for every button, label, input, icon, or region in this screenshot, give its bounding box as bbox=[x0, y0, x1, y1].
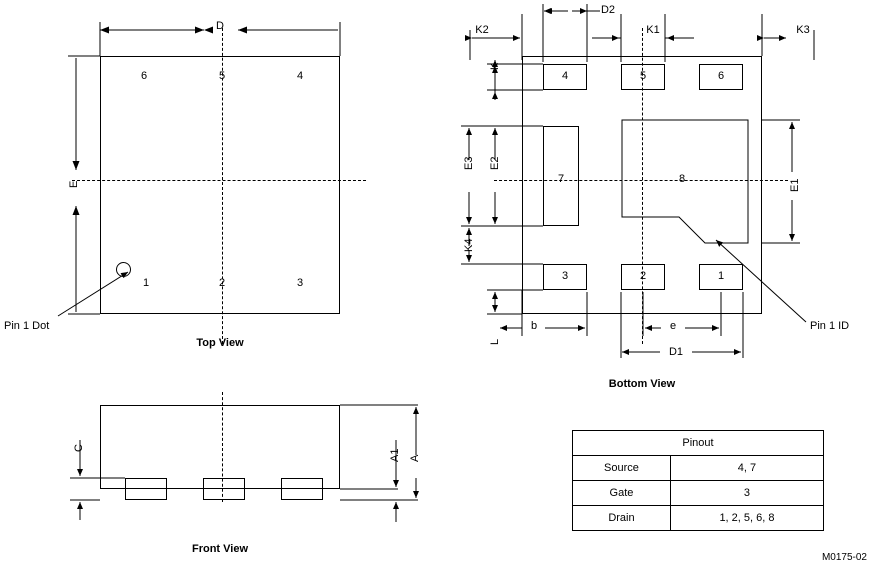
dim-D2-label: D2 bbox=[600, 4, 616, 16]
dim-K1-label: K1 bbox=[646, 24, 660, 36]
table-row bbox=[573, 456, 824, 481]
top-view-pin-6: 6 bbox=[140, 70, 148, 82]
pinout-row-drain-pins: 1, 2, 5, 6, 8 bbox=[670, 506, 823, 531]
top-view-horizontal-centerline bbox=[72, 180, 366, 181]
pinout-header-row bbox=[573, 431, 824, 456]
top-view-title: Top View bbox=[196, 337, 244, 349]
top-view-pin-1: 1 bbox=[142, 277, 150, 289]
dim-E2-label: E2 bbox=[489, 156, 501, 170]
bottom-view-title: Bottom View bbox=[608, 378, 676, 390]
dim-K2-label: K2 bbox=[475, 24, 489, 36]
pad-4-label: 4 bbox=[561, 70, 569, 82]
top-view-body bbox=[100, 56, 340, 314]
pin-1-dot bbox=[116, 262, 131, 277]
pad-7-label: 7 bbox=[557, 173, 565, 185]
front-view-body bbox=[100, 405, 340, 489]
dim-e-label: e bbox=[669, 320, 677, 332]
pad-8-label: 8 bbox=[678, 173, 686, 185]
bottom-view-horizontal-centerline bbox=[494, 180, 788, 181]
pad-6-label: 6 bbox=[717, 70, 725, 82]
pinout-title: Pinout bbox=[573, 431, 824, 456]
pin-1-dot-label: Pin 1 Dot bbox=[4, 320, 50, 332]
dim-K4-label: K4 bbox=[463, 238, 475, 252]
pinout-row-gate-pins: 3 bbox=[670, 481, 823, 506]
pad-3-label: 3 bbox=[561, 270, 569, 282]
pinout-row-gate-name: Gate bbox=[573, 481, 671, 506]
pin-1-id-label: Pin 1 ID bbox=[810, 320, 850, 332]
pinout-row-drain-name: Drain bbox=[573, 506, 671, 531]
pinout-row-source-pins: 4, 7 bbox=[670, 456, 823, 481]
front-view-terminal-center bbox=[203, 478, 245, 500]
dim-D-label: D bbox=[216, 20, 224, 32]
top-view-pin-2: 2 bbox=[218, 277, 226, 289]
dim-E3-label: E3 bbox=[463, 156, 475, 170]
table-row bbox=[573, 506, 824, 531]
pad-2-label: 2 bbox=[639, 270, 647, 282]
dim-A1-label: A1 bbox=[389, 448, 401, 462]
pinout-table bbox=[572, 430, 824, 531]
top-view-pin-3: 3 bbox=[296, 277, 304, 289]
dim-D1-label: D1 bbox=[668, 346, 684, 358]
drawing-id: M0175-02 bbox=[821, 552, 867, 563]
dim-E1-label: E1 bbox=[789, 178, 801, 192]
front-view-title: Front View bbox=[191, 543, 249, 555]
dim-K3-label: K3 bbox=[796, 24, 810, 36]
pinout-row-source-name: Source bbox=[573, 456, 671, 481]
front-view-terminal-left bbox=[125, 478, 167, 500]
top-view-pin-5: 5 bbox=[218, 70, 226, 82]
front-view-terminal-right bbox=[281, 478, 323, 500]
pad-1-label: 1 bbox=[717, 270, 725, 282]
top-view-pin-4: 4 bbox=[296, 70, 304, 82]
table-row bbox=[573, 481, 824, 506]
dim-L-label: L bbox=[489, 338, 501, 345]
dim-K-label: K bbox=[489, 62, 501, 70]
dim-C-label: C bbox=[73, 444, 85, 452]
pad-5-label: 5 bbox=[639, 70, 647, 82]
dim-A-label: A bbox=[409, 454, 421, 462]
dim-E-label: E bbox=[68, 180, 80, 188]
dim-b-label: b bbox=[530, 320, 538, 332]
